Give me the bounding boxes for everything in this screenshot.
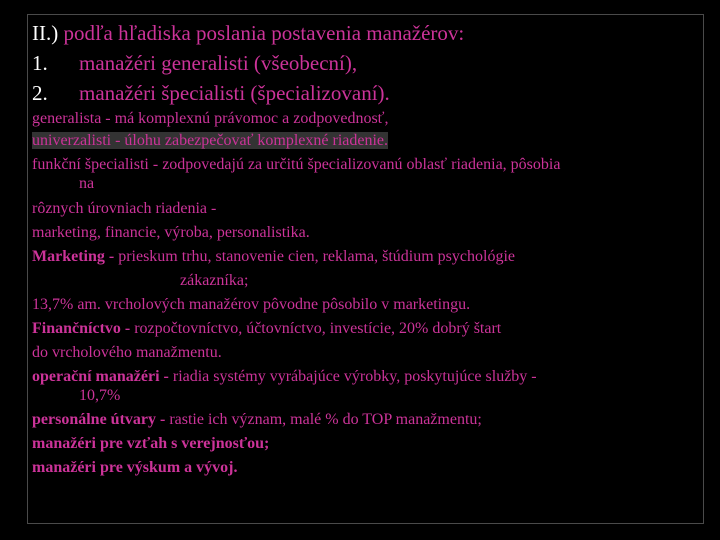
line-financnictvo [32, 320, 501, 338]
line-vyskum-manazeri: manažéri pre výskum a vývoj. [32, 459, 238, 476]
line-oblasti: marketing, financie, výroba, personalistika. [32, 224, 310, 241]
heading-item-2 [32, 81, 390, 105]
line-marketing-cont: zákazníka; [180, 272, 249, 289]
heading-item-2-number: 2. [32, 81, 48, 105]
line-marketing-stat: 13,7% am. vrcholových manažérov pôvodne pôsobilo v marketingu. [32, 296, 471, 313]
line-financnictvo-cont: do vrcholového manažmentu. [32, 344, 222, 361]
personalne-text: rastie ich význam, malé % do TOP manažmentu; [165, 411, 482, 428]
line-univerzalisti-text: univerzalisti - úlohu zabezpečovať komplexné riadenie. [32, 132, 389, 149]
heading-item-1 [32, 51, 357, 75]
operacni-label: operační manažéri - [32, 368, 169, 385]
financnictvo-text: rozpočtovníctvo, účtovníctvo, investície, 20% dobrý štart [130, 320, 502, 337]
line-funkcni-specialisti: funkční špecialisti - zodpovedajú za určitú špecializovanú oblasť riadenia, pôsobia [32, 156, 561, 173]
line-pr-manazeri: manažéri pre vzťah s verejnosťou; [32, 435, 270, 452]
line-urovne-riadenia: rôznych úrovniach riadenia - [32, 200, 217, 217]
heading-item-2-text: manažéri špecialisti (špecializovaní). [79, 81, 390, 105]
line-univerzalisti [32, 132, 388, 150]
operacni-text: riadia systémy vyrábajúce výrobky, poskytujúce služby - [168, 368, 537, 385]
line-marketing [32, 248, 515, 266]
financnictvo-label: Finančníctvo - [32, 320, 131, 337]
heading-item-1-text: manažéri generalisti (všeobecní), [79, 51, 358, 75]
line-funkcni-specialisti-cont: na [79, 175, 95, 192]
heading-item-1-number: 1. [32, 51, 48, 75]
line-operacni-manazeri [32, 368, 537, 386]
heading-title-line [32, 21, 464, 45]
heading-title: podľa hľadiska poslania postavenia manažérov: [58, 21, 465, 45]
marketing-text: prieskum trhu, stanovenie cien, reklama, štúdium psychológie [114, 248, 515, 265]
line-generalista: generalista - má komplexnú právomoc a zodpovednosť, [32, 110, 389, 127]
marketing-label: Marketing - [32, 248, 115, 265]
heading-prefix: II.) [32, 21, 59, 45]
personalne-label: personálne útvary - [32, 411, 166, 428]
line-operacni-cont: 10,7% [79, 387, 121, 404]
line-personalne-utvary [32, 411, 482, 429]
